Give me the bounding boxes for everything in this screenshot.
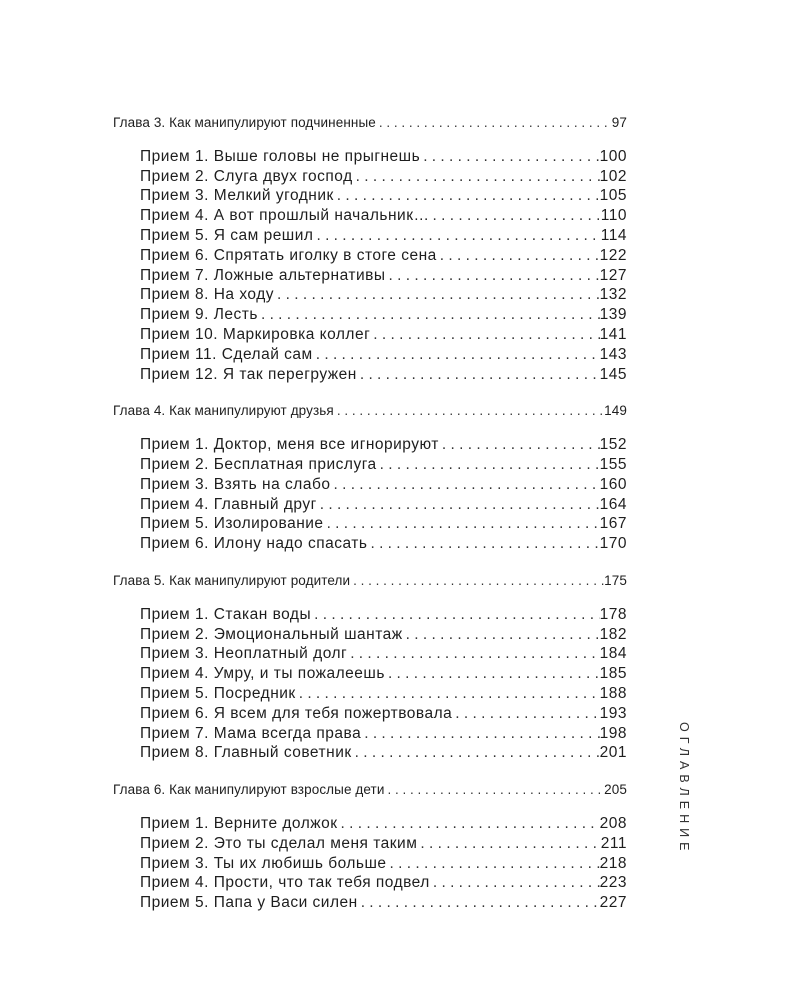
entry-title: Прием 9. Лесть bbox=[140, 306, 258, 324]
chapter-title: Глава 5. Как манипулируют родители bbox=[113, 572, 351, 588]
toc-entry[interactable] bbox=[113, 704, 627, 724]
dot-leader bbox=[376, 113, 612, 133]
entry-title: Прием 8. На ходу bbox=[140, 286, 275, 304]
chapter-heading[interactable] bbox=[113, 401, 627, 421]
entry-title: Прием 6. Спрятать иголку в стоге сена bbox=[140, 246, 437, 264]
dot-leader bbox=[385, 664, 600, 684]
dot-leader bbox=[317, 495, 600, 515]
page-number: 155 bbox=[599, 455, 627, 473]
toc-entry[interactable] bbox=[113, 514, 627, 534]
dot-leader bbox=[387, 854, 600, 874]
page-number: 201 bbox=[599, 744, 627, 762]
entry-title: Прием 6. Илону надо спасать bbox=[140, 535, 368, 553]
page-number: 122 bbox=[599, 246, 627, 264]
entry-title: Прием 5. Посредник bbox=[140, 684, 296, 702]
entry-title: Прием 4. Главный друг bbox=[140, 495, 317, 513]
entry-title: Прием 8. Главный советник bbox=[140, 744, 352, 762]
page-number: 218 bbox=[599, 854, 627, 872]
page-number: 170 bbox=[599, 535, 627, 553]
dot-leader bbox=[274, 285, 600, 305]
page-number: 164 bbox=[599, 495, 627, 513]
dot-leader bbox=[350, 571, 604, 591]
toc-entry[interactable] bbox=[113, 475, 627, 495]
dot-leader bbox=[334, 186, 600, 206]
dot-leader bbox=[313, 226, 600, 246]
page-number: 152 bbox=[599, 436, 627, 454]
page-number: 211 bbox=[600, 834, 627, 852]
dot-leader bbox=[330, 475, 599, 495]
toc-entry[interactable] bbox=[113, 147, 627, 167]
entry-title: Прием 2. Бесплатная прислуга bbox=[140, 455, 377, 473]
page-number: 178 bbox=[599, 605, 627, 623]
section-side-label: ОГЛАВЛЕНИЕ bbox=[677, 722, 691, 856]
entry-title: Прием 3. Ты их любишь больше bbox=[140, 854, 387, 872]
dot-leader bbox=[361, 724, 599, 744]
toc-entry[interactable] bbox=[113, 345, 627, 365]
page-number: 102 bbox=[599, 167, 627, 185]
entry-title: Прием 2. Эмоциональный шантаж bbox=[140, 625, 403, 643]
entry-title: Прием 3. Неоплатный долг bbox=[140, 645, 348, 663]
entry-title: Прием 6. Я всем для тебя пожертвовала bbox=[140, 704, 453, 722]
entry-title: Прием 1. Выше головы не прыгнешь bbox=[140, 147, 421, 165]
page-number: 141 bbox=[599, 325, 627, 343]
page-number: 182 bbox=[599, 625, 627, 643]
dot-leader bbox=[370, 325, 599, 345]
page-number: 208 bbox=[599, 814, 627, 832]
dot-leader bbox=[384, 780, 604, 800]
page-number: 145 bbox=[599, 365, 627, 383]
page-number: 149 bbox=[604, 403, 627, 419]
toc-entry[interactable] bbox=[113, 305, 627, 325]
chapter-4-section bbox=[113, 401, 627, 554]
dot-leader bbox=[313, 345, 600, 365]
page-number: 114 bbox=[600, 226, 627, 244]
page-number: 193 bbox=[599, 704, 627, 722]
entry-title: Прием 7. Мама всегда права bbox=[140, 724, 362, 742]
page-number: 198 bbox=[599, 724, 627, 742]
entry-title: Прием 2. Слуга двух господ bbox=[140, 167, 353, 185]
chapter-heading[interactable] bbox=[113, 571, 627, 591]
toc-entry[interactable] bbox=[113, 246, 627, 266]
entry-title: Прием 1. Верните должок bbox=[140, 814, 338, 832]
dot-leader bbox=[439, 435, 600, 455]
page-number: 100 bbox=[599, 147, 627, 165]
dot-leader bbox=[430, 206, 601, 226]
toc-entry[interactable] bbox=[113, 625, 627, 645]
chapter-title: Глава 6. Как манипулируют взрослые дети bbox=[113, 782, 385, 798]
toc-entry[interactable] bbox=[113, 167, 627, 187]
dot-leader bbox=[296, 684, 600, 704]
toc-entry[interactable] bbox=[113, 325, 627, 345]
dot-leader bbox=[437, 246, 600, 266]
page-number: 110 bbox=[600, 207, 627, 225]
toc-entry[interactable] bbox=[113, 724, 627, 744]
toc-entry[interactable] bbox=[113, 285, 627, 305]
entry-title: Прием 2. Это ты сделал меня таким bbox=[140, 834, 418, 852]
page-number: 139 bbox=[599, 306, 627, 324]
entry-title: Прием 3. Взять на слабо bbox=[140, 475, 331, 493]
entry-title: Прием 10. Маркировка коллег bbox=[140, 325, 371, 343]
toc-entry[interactable] bbox=[113, 455, 627, 475]
toc-entry[interactable] bbox=[113, 854, 627, 874]
toc-entry[interactable] bbox=[113, 365, 627, 385]
dot-leader bbox=[258, 305, 600, 325]
dot-leader bbox=[324, 514, 600, 534]
entry-title: Прием 4. Умру, и ты пожалеешь bbox=[140, 665, 385, 683]
chapter-heading[interactable] bbox=[113, 113, 627, 133]
page-number: 223 bbox=[599, 874, 627, 892]
page-number: 227 bbox=[599, 894, 627, 912]
page-number: 185 bbox=[599, 665, 627, 683]
dot-leader bbox=[420, 147, 599, 167]
chapter-5-section bbox=[113, 571, 627, 763]
page-number: 184 bbox=[599, 645, 627, 663]
chapter-3-section bbox=[113, 113, 627, 384]
toc-entry[interactable] bbox=[113, 605, 627, 625]
dot-leader bbox=[352, 743, 600, 763]
entry-title: Прием 5. Папа у Васи силен bbox=[140, 894, 358, 912]
entry-title: Прием 3. Мелкий угодник bbox=[140, 187, 334, 205]
entry-title: Прием 11. Сделай сам bbox=[140, 345, 313, 363]
entry-title: Прием 1. Стакан воды bbox=[140, 605, 312, 623]
toc-entry[interactable] bbox=[113, 534, 627, 554]
entry-title: Прием 4. А вот прошлый начальник… bbox=[140, 207, 430, 225]
entry-title: Прием 4. Прости, что так тебя подвел bbox=[140, 874, 430, 892]
page-number: 188 bbox=[599, 684, 627, 702]
toc-entry[interactable] bbox=[113, 743, 627, 763]
chapter-title: Глава 3. Как манипулируют подчиненные bbox=[113, 115, 376, 130]
entry-title: Прием 1. Доктор, меня все игнорируют bbox=[140, 436, 439, 454]
entry-title: Прием 12. Я так перегружен bbox=[140, 365, 357, 383]
page-number: 105 bbox=[599, 187, 627, 205]
toc-entry[interactable] bbox=[113, 684, 627, 704]
toc-entry[interactable] bbox=[113, 435, 627, 455]
toc-entry[interactable] bbox=[113, 893, 627, 913]
page-number: 205 bbox=[604, 782, 627, 798]
toc-entry[interactable] bbox=[113, 873, 627, 893]
dot-leader bbox=[357, 365, 600, 385]
page-number: 132 bbox=[599, 286, 627, 304]
dot-leader bbox=[403, 625, 600, 645]
chapter-title: Глава 4. Как манипулируют друзья bbox=[113, 403, 334, 419]
toc-entry[interactable] bbox=[113, 266, 627, 286]
page-number: 143 bbox=[599, 345, 627, 363]
dot-leader bbox=[417, 834, 600, 854]
dot-leader bbox=[386, 266, 600, 286]
entry-title: Прием 5. Изолирование bbox=[140, 515, 324, 533]
chapter-6-section bbox=[113, 780, 627, 913]
toc-entry[interactable] bbox=[113, 186, 627, 206]
dot-leader bbox=[334, 401, 604, 421]
toc-entry[interactable] bbox=[113, 226, 627, 246]
dot-leader bbox=[367, 534, 599, 554]
toc-entry[interactable] bbox=[113, 814, 627, 834]
dot-leader bbox=[347, 644, 599, 664]
dot-leader bbox=[353, 167, 600, 187]
page-number: 160 bbox=[599, 475, 627, 493]
page-number: 127 bbox=[599, 266, 627, 284]
toc-entry[interactable] bbox=[113, 664, 627, 684]
dot-leader bbox=[377, 455, 600, 475]
dot-leader bbox=[311, 605, 600, 625]
toc-entry[interactable] bbox=[113, 644, 627, 664]
page-number: 97 bbox=[611, 115, 627, 130]
entry-title: Прием 7. Ложные альтернативы bbox=[140, 266, 386, 284]
chapter-heading[interactable] bbox=[113, 780, 627, 800]
dot-leader bbox=[430, 873, 600, 893]
toc-entry[interactable] bbox=[113, 834, 627, 854]
dot-leader bbox=[358, 893, 600, 913]
entry-title: Прием 5. Я сам решил bbox=[140, 226, 314, 244]
dot-leader bbox=[338, 814, 600, 834]
toc-entry[interactable] bbox=[113, 206, 627, 226]
page-number: 175 bbox=[604, 572, 627, 588]
table-of-contents bbox=[113, 113, 627, 930]
dot-leader bbox=[452, 704, 599, 724]
toc-entry[interactable] bbox=[113, 495, 627, 515]
page-number: 167 bbox=[599, 515, 627, 533]
